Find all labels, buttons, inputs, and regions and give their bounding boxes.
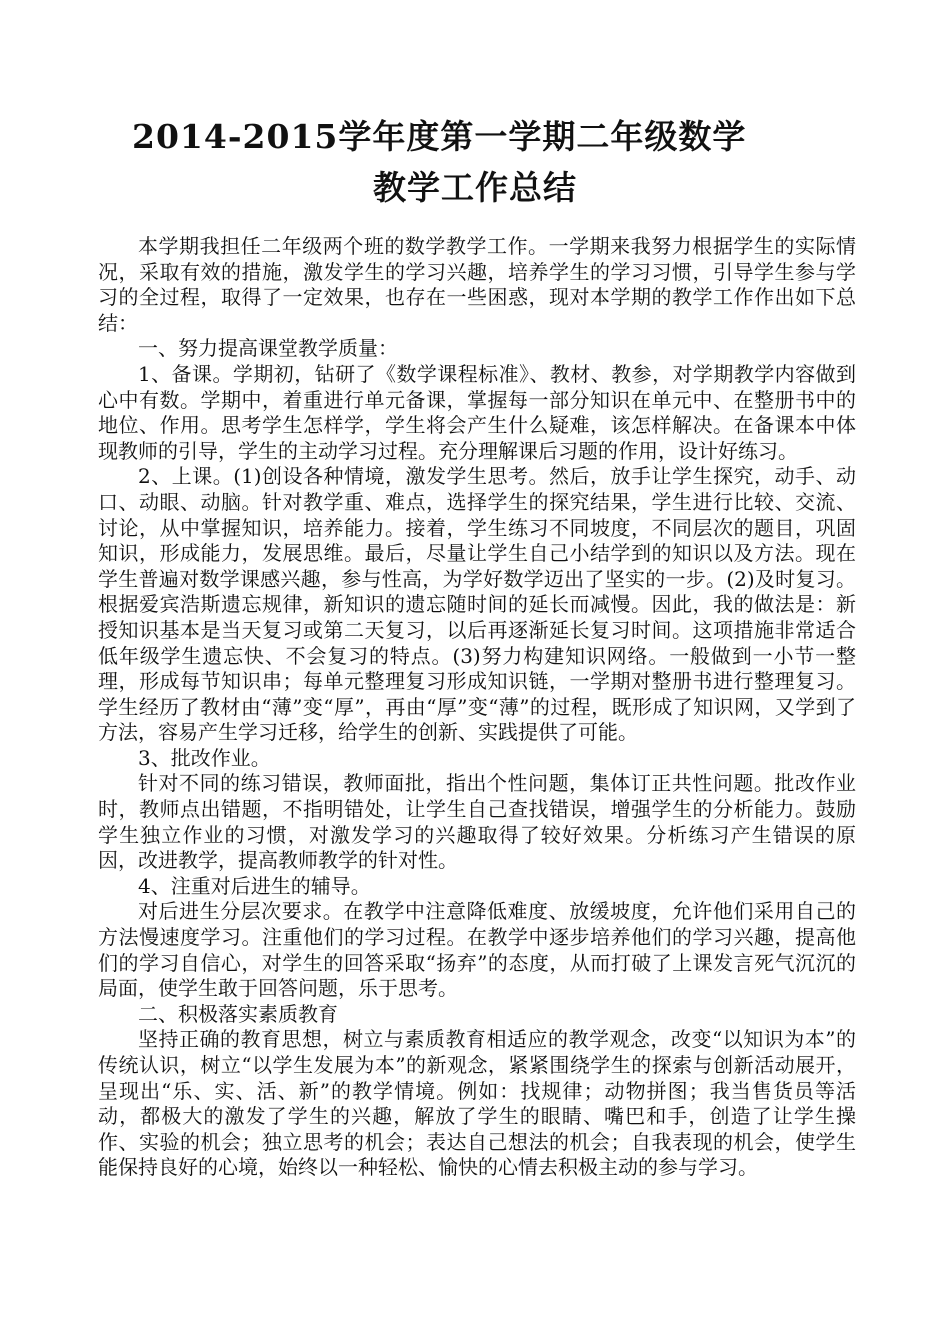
- section-heading-2: 二、积极落实素质教育: [138, 1001, 338, 1026]
- document-title-line-2: 教学工作总结: [373, 168, 577, 207]
- document-title-line-1: 2014-2015学年度第一学期二年级数学: [132, 117, 747, 156]
- paragraph-homework: 针对不同的练习错误，教师面批，指出个性问题，集体订正共性问题。批改作业时，教师点出错题，不指明错处，让学生自己查找错误，增强学生的分析能力。鼓励学生独立作业的习惯，对激发学习的兴趣取得了较好效果。分析练习产生错误的原因，改进教学，提高教师教学的针对性。: [98, 771, 856, 873]
- paragraph-quality-education: 坚持正确的教育思想，树立与素质教育相适应的教学观念，改变“以知识为本”的传统认识，树立“以学生发展为本”的新观念，紧紧围绕学生的探索与创新活动展开，呈现出“乐、实、活、新”的教学情境。例如：找规律；动物拼图；我当售货员等活动，都极大的激发了学生的兴趣，解放了学生的眼睛、嘴巴和手，创造了让学生操作、实验的机会；独立思考的机会；表达自己想法的机会；自我表现的机会，使学生能保持良好的心境，始终以一种轻松、愉快的心情去积极主动的参与学习。: [98, 1027, 856, 1180]
- paragraph-tutoring: 对后进生分层次要求。在教学中注意降低难度、放缓坡度，允许他们采用自己的方法慢速度学习。注重他们的学习过程。在教学中逐步培养他们的学习兴趣，提高他们的学习自信心，对学生的回答采取“扬弃”的态度，从而打破了上课发言死气沉沉的局面，使学生敢于回答问题，乐于思考。: [98, 899, 856, 1001]
- subheading-tutoring: 4、注重对后进生的辅导。: [138, 873, 371, 898]
- paragraph-lesson-prep: 1、备课。学期初，钻研了《数学课程标准》、教材、教参，对学期教学内容做到心中有数。学期中，着重进行单元备课，掌握每一部分知识在单元中、在整册书中的地位、作用。思考学生怎样学，学生将会产生什么疑难，该怎样解决。在备课本中体现教师的引导，学生的主动学习过程。充分理解课后习题的作用，设计好练习。: [98, 361, 856, 463]
- document-body: [98, 234, 856, 1181]
- subheading-homework: 3、批改作业。: [138, 745, 271, 770]
- paragraph-teaching: 2、上课。(1)创设各种情境，激发学生思考。然后，放手让学生探究，动手、动口、动眼、动脑。针对教学重、难点，选择学生的探究结果，学生进行比较、交流、讨论，从中掌握知识，培养能力。接着，学生练习不同坡度，不同层次的题目，巩固知识，形成能力，发展思维。最后，尽量让学生自己小结学到的知识以及方法。现在学生普遍对数学课感兴趣，参与性高，为学好数学迈出了坚实的一步。(2)及时复习。根据爱宾浩斯遗忘规律，新知识的遗忘随时间的延长而减慢。因此，我的做法是：新授知识基本是当天复习或第二天复习，以后再逐渐延长复习时间。这项措施非常适合低年级学生遗忘快、不会复习的特点。(3)努力构建知识网络。一般做到一小节一整理，形成每节知识串；每单元整理复习形成知识链，一学期对整册书进行整理复习。学生经历了教材由“薄”变“厚”，再由“厚”变“薄”的过程，既形成了知识网，又学到了方法，容易产生学习迁移，给学生的创新、实践提供了可能。: [98, 464, 856, 745]
- section-heading-1: 一、努力提高课堂教学质量：: [138, 336, 398, 361]
- paragraph-intro: 本学期我担任二年级两个班的数学教学工作。一学期来我努力根据学生的实际情况，采取有效的措施，激发学生的学习兴趣，培养学生的学习习惯，引导学生参与学习的全过程，取得了一定效果，也存在一些困惑，现对本学期的教学工作作出如下总结：: [98, 234, 856, 335]
